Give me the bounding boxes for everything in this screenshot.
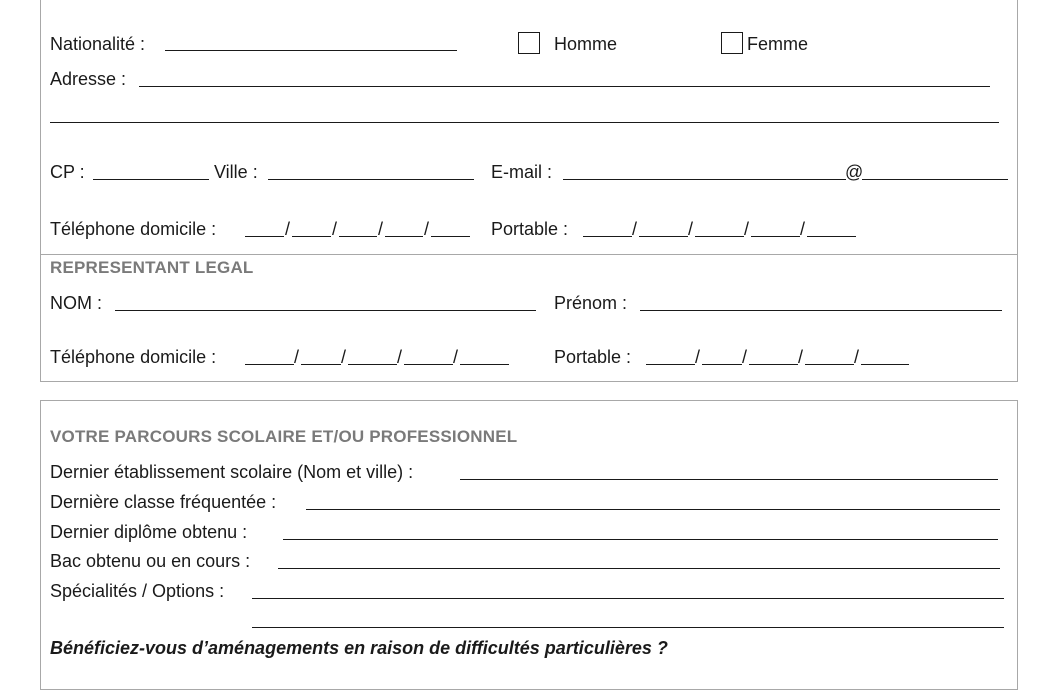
representant-heading: REPRESENTANT LEGAL: [50, 258, 254, 277]
bac-label: Bac obtenu ou en cours :: [50, 551, 251, 571]
nationalite-label: Nationalité :: [50, 34, 146, 54]
ville-field[interactable]: [268, 179, 474, 180]
identity-section: [40, 0, 1018, 382]
portable-label: Portable :: [491, 219, 569, 239]
tel-domicile-label: Téléphone domicile :: [50, 219, 217, 239]
nationalite-field[interactable]: [165, 50, 457, 51]
diplome-field[interactable]: [283, 539, 998, 540]
adresse-label: Adresse :: [50, 69, 127, 89]
email-domain-field[interactable]: [862, 179, 1008, 180]
prenom-label: Prénom :: [554, 293, 628, 313]
specialites-field-line1[interactable]: [252, 598, 1004, 599]
email-label: E-mail :: [491, 162, 553, 182]
amenagements-question: Bénéficiez-vous d’aménagements en raison de difficultés particulières ?: [50, 638, 668, 658]
rep-tel-domicile-label: Téléphone domicile :: [50, 347, 217, 367]
homme-checkbox[interactable]: [518, 32, 540, 54]
adresse-field-line2[interactable]: [50, 122, 999, 123]
diplome-label: Dernier diplôme obtenu :: [50, 522, 248, 542]
cp-field[interactable]: [93, 179, 209, 180]
email-user-field[interactable]: [563, 179, 846, 180]
nom-field[interactable]: [115, 310, 536, 311]
adresse-field-line1[interactable]: [139, 86, 990, 87]
etablissement-field[interactable]: [460, 479, 998, 480]
parcours-heading: VOTRE PARCOURS SCOLAIRE ET/OU PROFESSIONNEL: [50, 427, 518, 446]
prenom-field[interactable]: [640, 310, 1002, 311]
rep-portable-label: Portable :: [554, 347, 632, 367]
etablissement-label: Dernier établissement scolaire (Nom et ville) :: [50, 462, 414, 482]
email-at-sign: @: [845, 162, 864, 182]
homme-label: Homme: [554, 34, 618, 54]
classe-label: Dernière classe fréquentée :: [50, 492, 277, 512]
ville-label: Ville :: [214, 162, 258, 182]
femme-checkbox[interactable]: [721, 32, 743, 54]
bac-field[interactable]: [278, 568, 1000, 569]
section-divider: [40, 254, 1018, 255]
specialites-label: Spécialités / Options :: [50, 581, 225, 601]
nom-label: NOM :: [50, 293, 102, 313]
classe-field[interactable]: [306, 509, 1000, 510]
cp-label: CP :: [50, 162, 85, 182]
femme-label: Femme: [747, 34, 809, 54]
specialites-field-line2[interactable]: [252, 627, 1004, 628]
